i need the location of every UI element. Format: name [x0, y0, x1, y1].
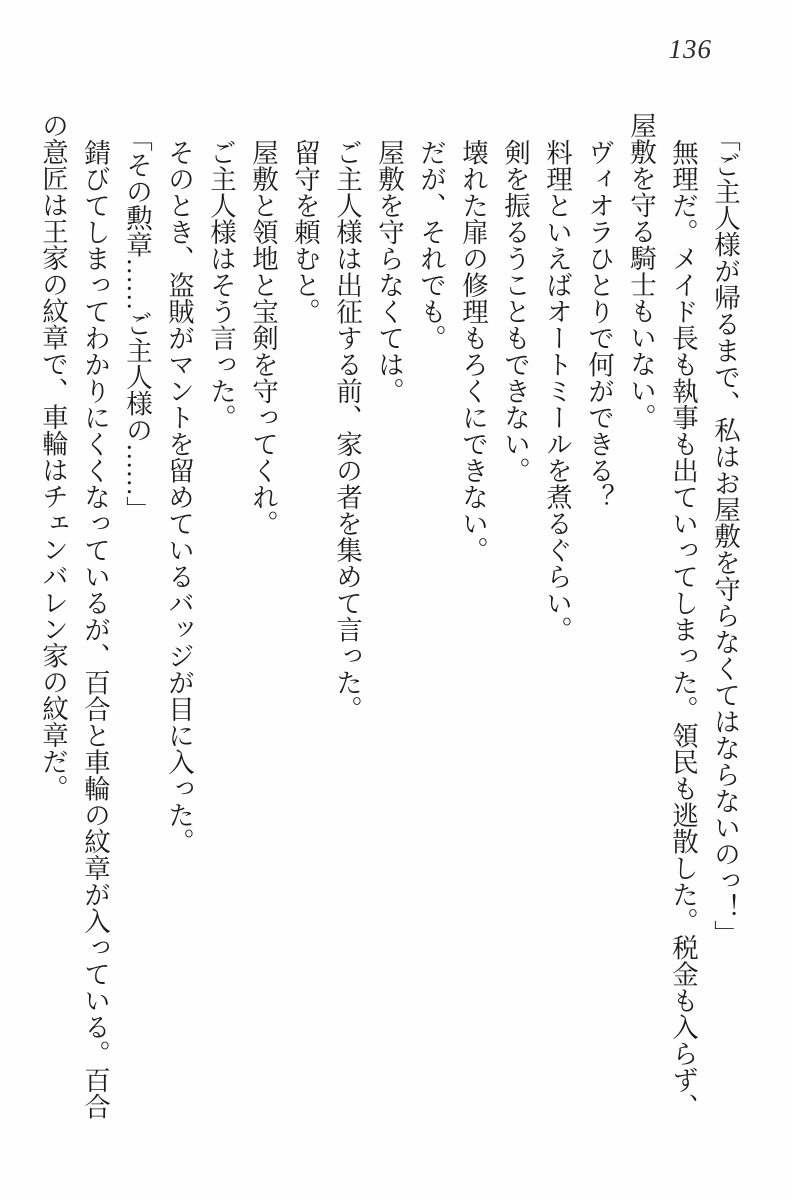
paragraph-9: ご主人様は出征する前、家の者を集めて言った。: [332, 138, 362, 722]
paragraph-2: 無理だ。メイド長も執事も出ていってしまった。領民も逃散した。税金も入らず、屋敷を守る騎士もいない。: [626, 112, 698, 1119]
vertical-text-block: [32, 112, 746, 1132]
paragraph-8: 屋敷を守らなくては。: [374, 138, 404, 404]
paragraph-12: ご主人様はそう言った。: [206, 138, 236, 430]
paragraph-1: 「ご主人様が帰るまで、私はお屋敷を守らなくてはならないのっ！」: [710, 125, 740, 947]
paragraph-6: 壊れた扉の修理もろくにできない。: [458, 138, 488, 563]
paragraph-7: だが、それでも。: [416, 138, 446, 351]
paragraph-4: 料理といえばオートミールを煮るぐらい。: [542, 138, 572, 642]
paragraph-3: ヴィオラひとりで何ができる？: [584, 138, 614, 510]
paragraph-11: 屋敷と領地と宝剣を守ってくれ。: [248, 138, 278, 536]
paragraph-13: そのとき、盗賊がマントを留めているバッジが目に入った。: [164, 138, 194, 854]
page-number: 136: [668, 34, 712, 64]
paragraph-14: 「その勲章……ご主人様の……」: [122, 125, 152, 523]
paragraph-5: 剣を振るうこともできない。: [500, 138, 530, 483]
paragraph-15: 錆びてしまってわかりにくくなっているが、百合と車輪の紋章が入っている。百合の意匠は王家の紋章で、車輪はチェンバレン家の紋章だ。: [38, 112, 110, 1119]
paragraph-10: 留守を頼むと。: [290, 138, 320, 324]
